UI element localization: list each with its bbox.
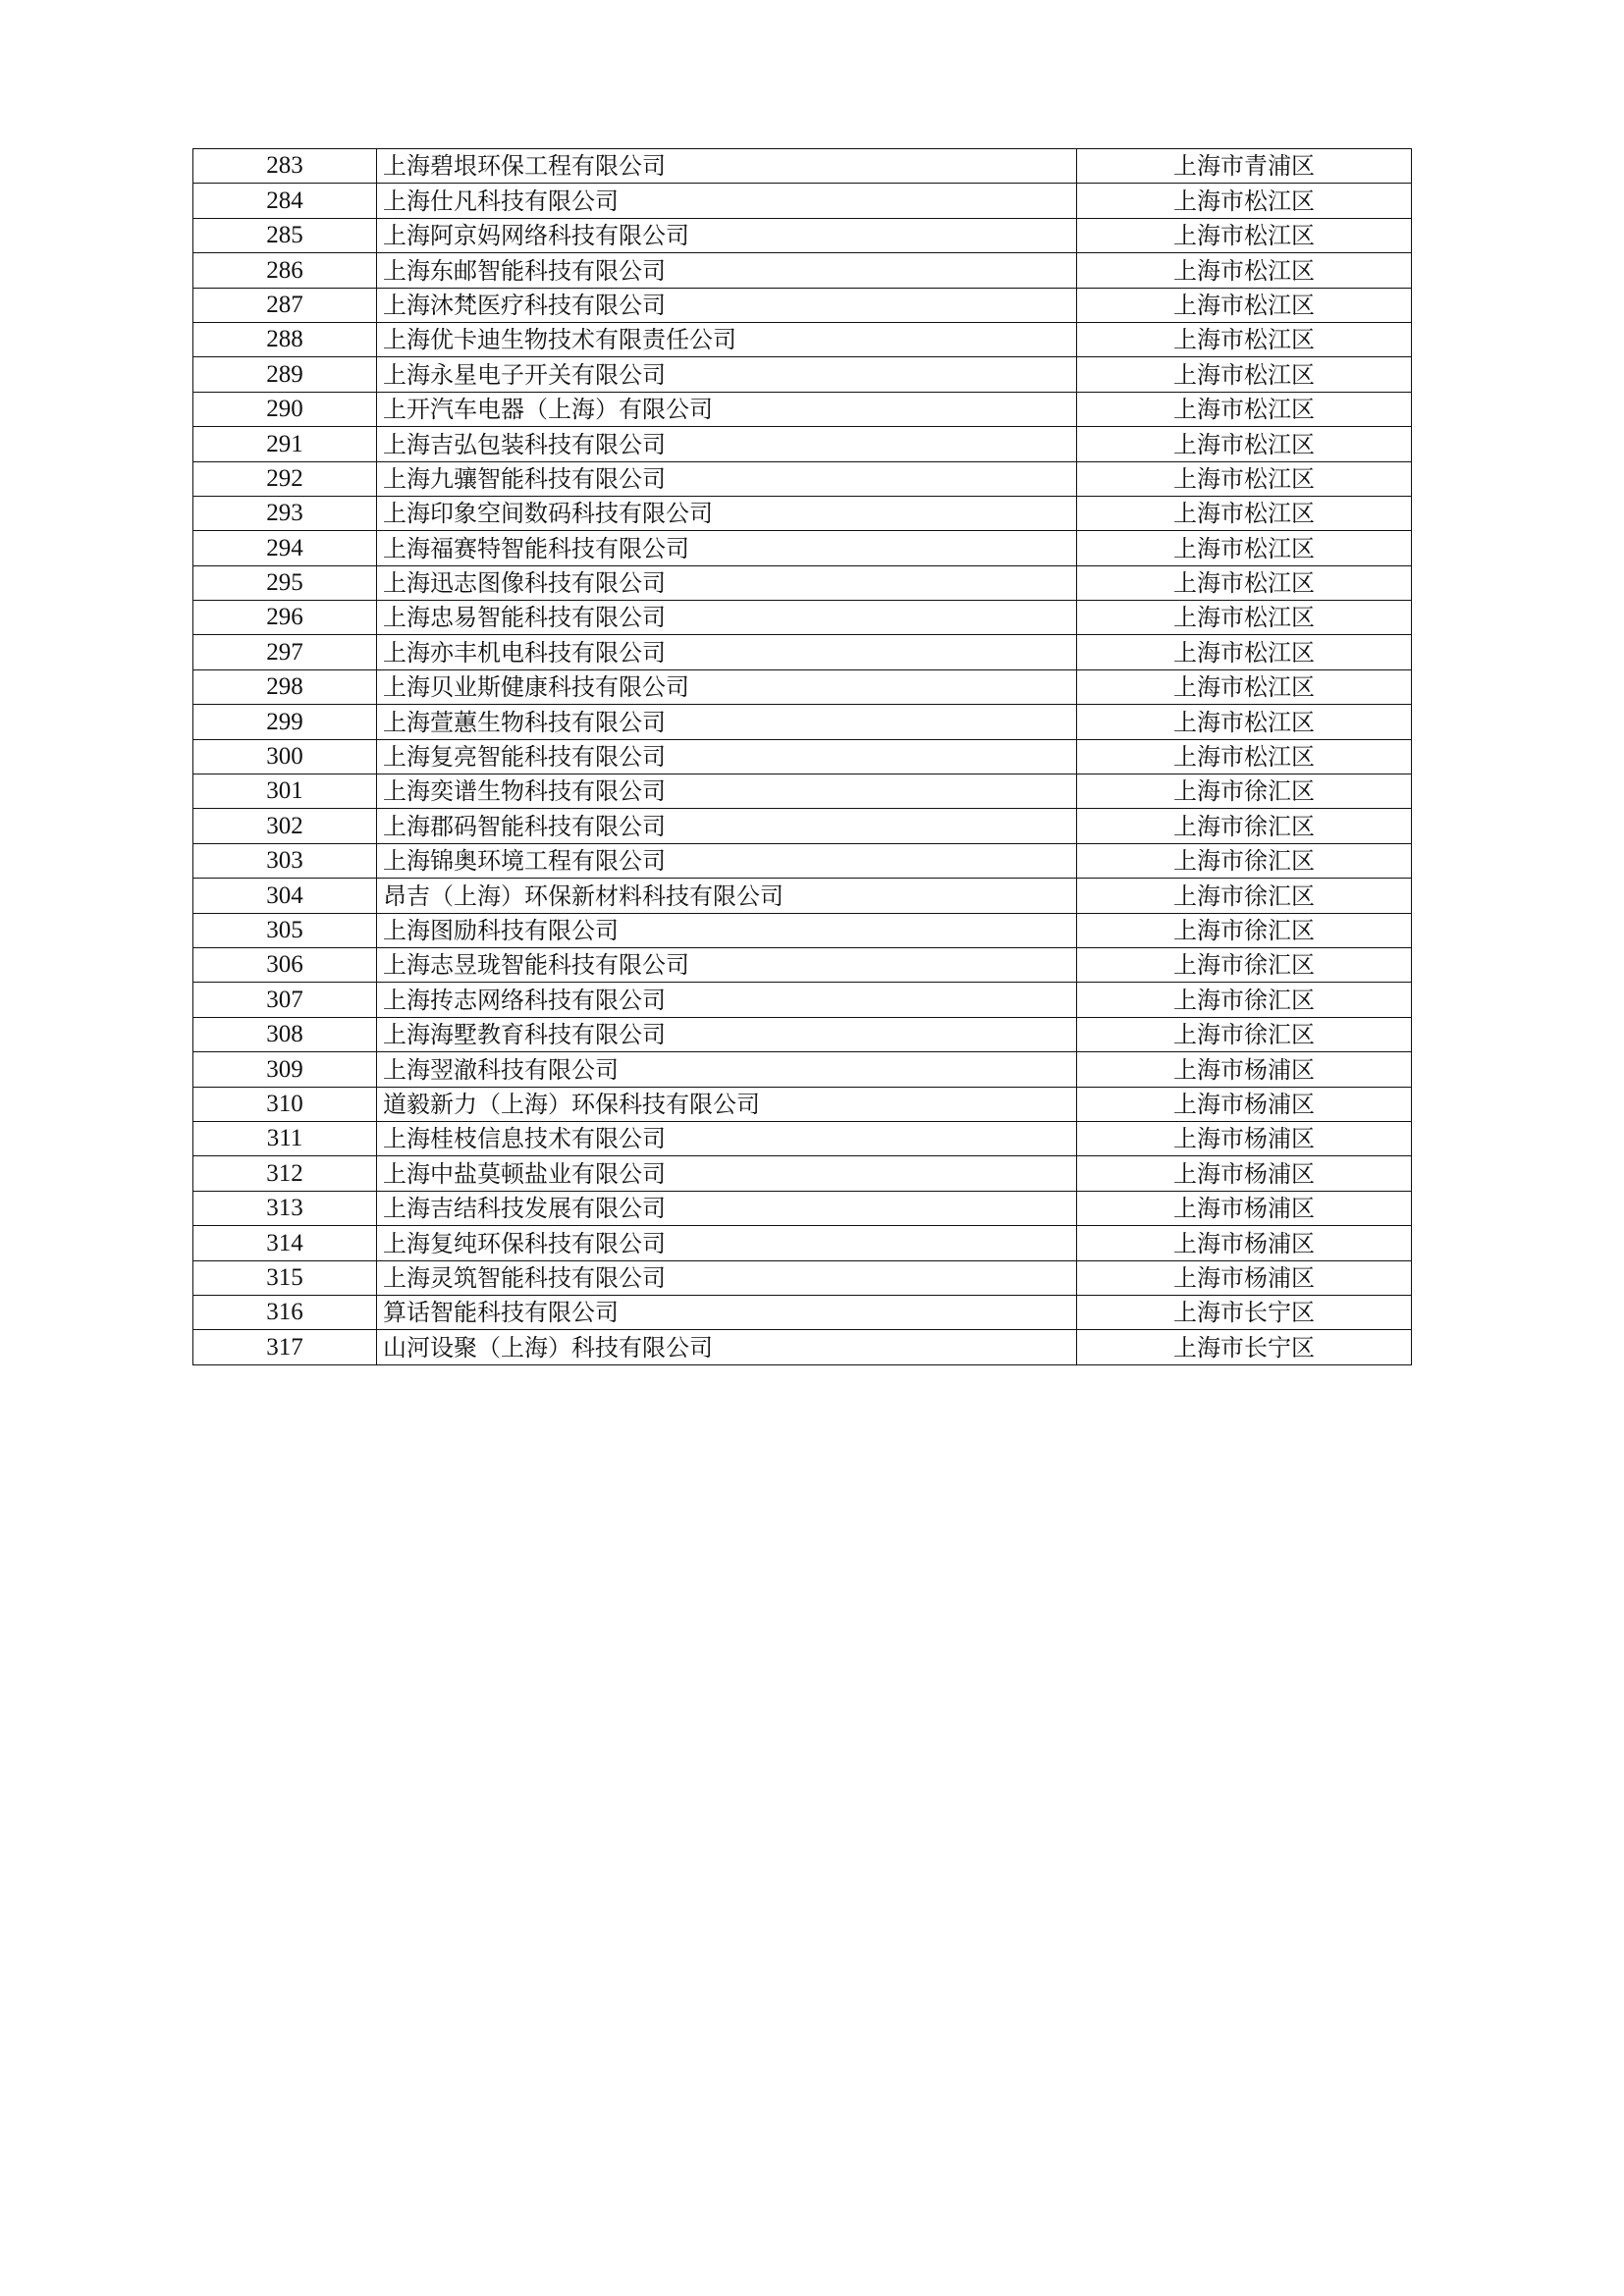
company-name-cell: 道毅新力（上海）环保科技有限公司 — [377, 1087, 1077, 1121]
row-number-cell: 305 — [193, 913, 377, 947]
row-number-cell: 296 — [193, 601, 377, 635]
table-row — [193, 461, 1412, 496]
table-row — [193, 1017, 1412, 1051]
company-name-cell: 算话智能科技有限公司 — [377, 1295, 1077, 1329]
district-cell: 上海市松江区 — [1077, 705, 1412, 739]
district-cell: 上海市杨浦区 — [1077, 1260, 1412, 1295]
company-name-cell: 上海奕谱生物科技有限公司 — [377, 774, 1077, 809]
district-cell: 上海市长宁区 — [1077, 1330, 1412, 1364]
district-cell: 上海市松江区 — [1077, 322, 1412, 356]
company-name-cell: 上海萱蕙生物科技有限公司 — [377, 705, 1077, 739]
row-number-cell: 301 — [193, 774, 377, 809]
row-number-cell: 284 — [193, 184, 377, 218]
district-cell: 上海市松江区 — [1077, 496, 1412, 530]
district-cell: 上海市徐汇区 — [1077, 809, 1412, 843]
company-name-cell: 上海中盐莫顿盐业有限公司 — [377, 1156, 1077, 1191]
district-cell: 上海市徐汇区 — [1077, 947, 1412, 982]
row-number-cell: 315 — [193, 1260, 377, 1295]
row-number-cell: 293 — [193, 496, 377, 530]
table-row — [193, 288, 1412, 322]
table-row — [193, 1087, 1412, 1121]
table-row — [193, 218, 1412, 252]
company-name-cell: 上海印象空间数码科技有限公司 — [377, 496, 1077, 530]
district-cell: 上海市松江区 — [1077, 218, 1412, 252]
company-name-cell: 上海东邮智能科技有限公司 — [377, 253, 1077, 288]
row-number-cell: 297 — [193, 635, 377, 669]
table-row — [193, 1295, 1412, 1329]
company-name-cell: 昂吉（上海）环保新材料科技有限公司 — [377, 879, 1077, 913]
table-row — [193, 1121, 1412, 1155]
company-name-cell: 上海九骧智能科技有限公司 — [377, 461, 1077, 496]
district-cell: 上海市松江区 — [1077, 253, 1412, 288]
table-row — [193, 809, 1412, 843]
row-number-cell: 286 — [193, 253, 377, 288]
company-name-cell: 上海灵筑智能科技有限公司 — [377, 1260, 1077, 1295]
company-name-cell: 上海碧垠环保工程有限公司 — [377, 149, 1077, 184]
district-cell: 上海市徐汇区 — [1077, 774, 1412, 809]
table-row — [193, 705, 1412, 739]
row-number-cell: 303 — [193, 843, 377, 878]
district-cell: 上海市徐汇区 — [1077, 983, 1412, 1017]
table-row — [193, 947, 1412, 982]
district-cell: 上海市松江区 — [1077, 461, 1412, 496]
table-row — [193, 1156, 1412, 1191]
company-name-cell: 上海郡码智能科技有限公司 — [377, 809, 1077, 843]
company-name-cell: 上海图励科技有限公司 — [377, 913, 1077, 947]
district-cell: 上海市松江区 — [1077, 427, 1412, 461]
district-cell: 上海市松江区 — [1077, 392, 1412, 426]
company-name-cell: 上海吉弘包装科技有限公司 — [377, 427, 1077, 461]
table-row — [193, 669, 1412, 704]
company-list-table-body — [193, 149, 1412, 1365]
district-cell: 上海市松江区 — [1077, 288, 1412, 322]
company-list-table-container — [192, 148, 1404, 1365]
table-row — [193, 1226, 1412, 1260]
row-number-cell: 288 — [193, 322, 377, 356]
table-row — [193, 496, 1412, 530]
row-number-cell: 289 — [193, 357, 377, 392]
row-number-cell: 295 — [193, 565, 377, 600]
district-cell: 上海市松江区 — [1077, 669, 1412, 704]
table-row — [193, 774, 1412, 809]
company-name-cell: 上海亦丰机电科技有限公司 — [377, 635, 1077, 669]
company-name-cell: 上海吉结科技发展有限公司 — [377, 1191, 1077, 1225]
company-name-cell: 上海抟志网络科技有限公司 — [377, 983, 1077, 1017]
table-row — [193, 149, 1412, 184]
table-row — [193, 879, 1412, 913]
company-name-cell: 上海福赛特智能科技有限公司 — [377, 531, 1077, 565]
district-cell: 上海市徐汇区 — [1077, 913, 1412, 947]
row-number-cell: 316 — [193, 1295, 377, 1329]
district-cell: 上海市松江区 — [1077, 635, 1412, 669]
row-number-cell: 310 — [193, 1087, 377, 1121]
district-cell: 上海市徐汇区 — [1077, 879, 1412, 913]
row-number-cell: 307 — [193, 983, 377, 1017]
table-row — [193, 427, 1412, 461]
company-name-cell: 上海忠易智能科技有限公司 — [377, 601, 1077, 635]
table-row — [193, 322, 1412, 356]
company-name-cell: 上海翌澈科技有限公司 — [377, 1052, 1077, 1087]
table-row — [193, 531, 1412, 565]
table-row — [193, 1191, 1412, 1225]
company-name-cell: 上海迅志图像科技有限公司 — [377, 565, 1077, 600]
company-name-cell: 上海复亮智能科技有限公司 — [377, 739, 1077, 774]
row-number-cell: 299 — [193, 705, 377, 739]
district-cell: 上海市杨浦区 — [1077, 1052, 1412, 1087]
row-number-cell: 306 — [193, 947, 377, 982]
company-name-cell: 上海复纯环保科技有限公司 — [377, 1226, 1077, 1260]
company-name-cell: 上海锦奥环境工程有限公司 — [377, 843, 1077, 878]
row-number-cell: 285 — [193, 218, 377, 252]
district-cell: 上海市杨浦区 — [1077, 1191, 1412, 1225]
table-row — [193, 184, 1412, 218]
district-cell: 上海市松江区 — [1077, 357, 1412, 392]
district-cell: 上海市杨浦区 — [1077, 1087, 1412, 1121]
district-cell: 上海市徐汇区 — [1077, 843, 1412, 878]
company-name-cell: 上海阿京妈网络科技有限公司 — [377, 218, 1077, 252]
table-row — [193, 635, 1412, 669]
table-row — [193, 739, 1412, 774]
district-cell: 上海市青浦区 — [1077, 149, 1412, 184]
table-row — [193, 392, 1412, 426]
row-number-cell: 287 — [193, 288, 377, 322]
company-list-table — [192, 148, 1412, 1365]
table-row — [193, 1052, 1412, 1087]
row-number-cell: 298 — [193, 669, 377, 704]
table-row — [193, 565, 1412, 600]
table-row — [193, 253, 1412, 288]
row-number-cell: 311 — [193, 1121, 377, 1155]
company-name-cell: 上海海墅教育科技有限公司 — [377, 1017, 1077, 1051]
company-name-cell: 上海贝业斯健康科技有限公司 — [377, 669, 1077, 704]
row-number-cell: 300 — [193, 739, 377, 774]
district-cell: 上海市松江区 — [1077, 565, 1412, 600]
row-number-cell: 314 — [193, 1226, 377, 1260]
row-number-cell: 313 — [193, 1191, 377, 1225]
row-number-cell: 292 — [193, 461, 377, 496]
company-name-cell: 山河设聚（上海）科技有限公司 — [377, 1330, 1077, 1364]
company-name-cell: 上海志昱珑智能科技有限公司 — [377, 947, 1077, 982]
table-row — [193, 1260, 1412, 1295]
row-number-cell: 290 — [193, 392, 377, 426]
row-number-cell: 302 — [193, 809, 377, 843]
table-row — [193, 913, 1412, 947]
district-cell: 上海市松江区 — [1077, 601, 1412, 635]
company-name-cell: 上海沐梵医疗科技有限公司 — [377, 288, 1077, 322]
row-number-cell: 309 — [193, 1052, 377, 1087]
table-row — [193, 601, 1412, 635]
district-cell: 上海市松江区 — [1077, 739, 1412, 774]
row-number-cell: 283 — [193, 149, 377, 184]
company-name-cell: 上海永星电子开关有限公司 — [377, 357, 1077, 392]
table-row — [193, 357, 1412, 392]
row-number-cell: 291 — [193, 427, 377, 461]
district-cell: 上海市杨浦区 — [1077, 1156, 1412, 1191]
company-name-cell: 上海优卡迪生物技术有限责任公司 — [377, 322, 1077, 356]
row-number-cell: 312 — [193, 1156, 377, 1191]
table-row — [193, 1330, 1412, 1364]
row-number-cell: 294 — [193, 531, 377, 565]
district-cell: 上海市松江区 — [1077, 531, 1412, 565]
district-cell: 上海市松江区 — [1077, 184, 1412, 218]
company-name-cell: 上海仕凡科技有限公司 — [377, 184, 1077, 218]
table-row — [193, 983, 1412, 1017]
district-cell: 上海市徐汇区 — [1077, 1017, 1412, 1051]
row-number-cell: 304 — [193, 879, 377, 913]
table-row — [193, 843, 1412, 878]
row-number-cell: 317 — [193, 1330, 377, 1364]
district-cell: 上海市杨浦区 — [1077, 1226, 1412, 1260]
company-name-cell: 上开汽车电器（上海）有限公司 — [377, 392, 1077, 426]
district-cell: 上海市杨浦区 — [1077, 1121, 1412, 1155]
row-number-cell: 308 — [193, 1017, 377, 1051]
district-cell: 上海市长宁区 — [1077, 1295, 1412, 1329]
company-name-cell: 上海桂枝信息技术有限公司 — [377, 1121, 1077, 1155]
